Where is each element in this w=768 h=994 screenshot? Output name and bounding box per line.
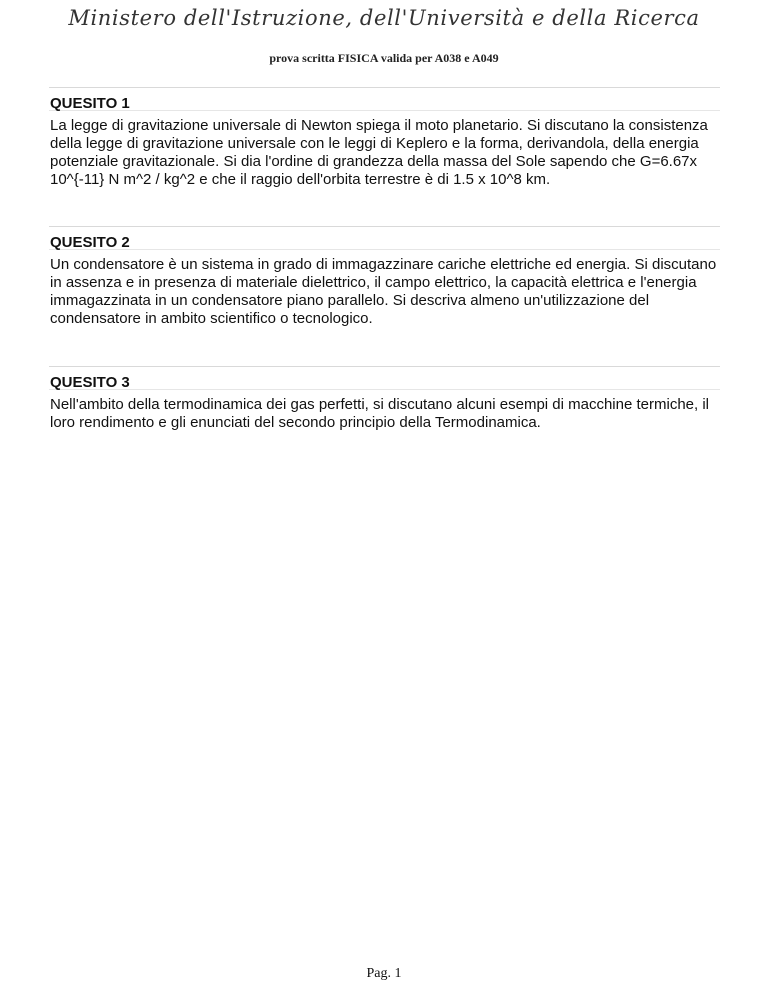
exam-subtitle: prova scritta FISICA valida per A038 e A049	[269, 51, 499, 65]
question-2-text: Un condensatore è un sistema in grado di immagazzinare cariche elettriche ed energia. Si discutano in assenza e in presenza di materiale dielettrico, il campo elettrico, la capacità elettrica e l'energia immagazzinata in un condensatore piano parallelo. Si descriva almeno un'utilizzazione del condensatore in ambito scientifico o tecnologico.	[50, 256, 717, 327]
question-3	[49, 366, 720, 432]
ministry-header: Ministero dell'Istruzione, dell'Università e della Ricerca	[68, 6, 700, 30]
question-3-title: QUESITO 3	[49, 366, 720, 390]
question-2-title: QUESITO 2	[49, 226, 720, 250]
question-1	[49, 87, 720, 189]
question-1-title: QUESITO 1	[49, 87, 720, 111]
question-1-text: La legge di gravitazione universale di Newton spiega il moto planetario. Si discutano la consistenza della legge di gravitazione universale con le leggi di Keplero e la forma, derivandola, della energia potenziale gravitazionale. Si dia l'ordine di grandezza della massa del Sole sapendo che G=6.67x 10^{-11} N m^2 / kg^2 e che il raggio dell'orbita terrestre è di 1.5 x 10^8 km.	[50, 117, 708, 188]
page-number: Pag. 1	[366, 966, 402, 981]
question-3-text: Nell'ambito della termodinamica dei gas perfetti, si discutano alcuni esempi di macchine termiche, il loro rendimento e gli enunciati del secondo principio della Termodinamica.	[50, 396, 710, 431]
question-2	[49, 226, 720, 328]
